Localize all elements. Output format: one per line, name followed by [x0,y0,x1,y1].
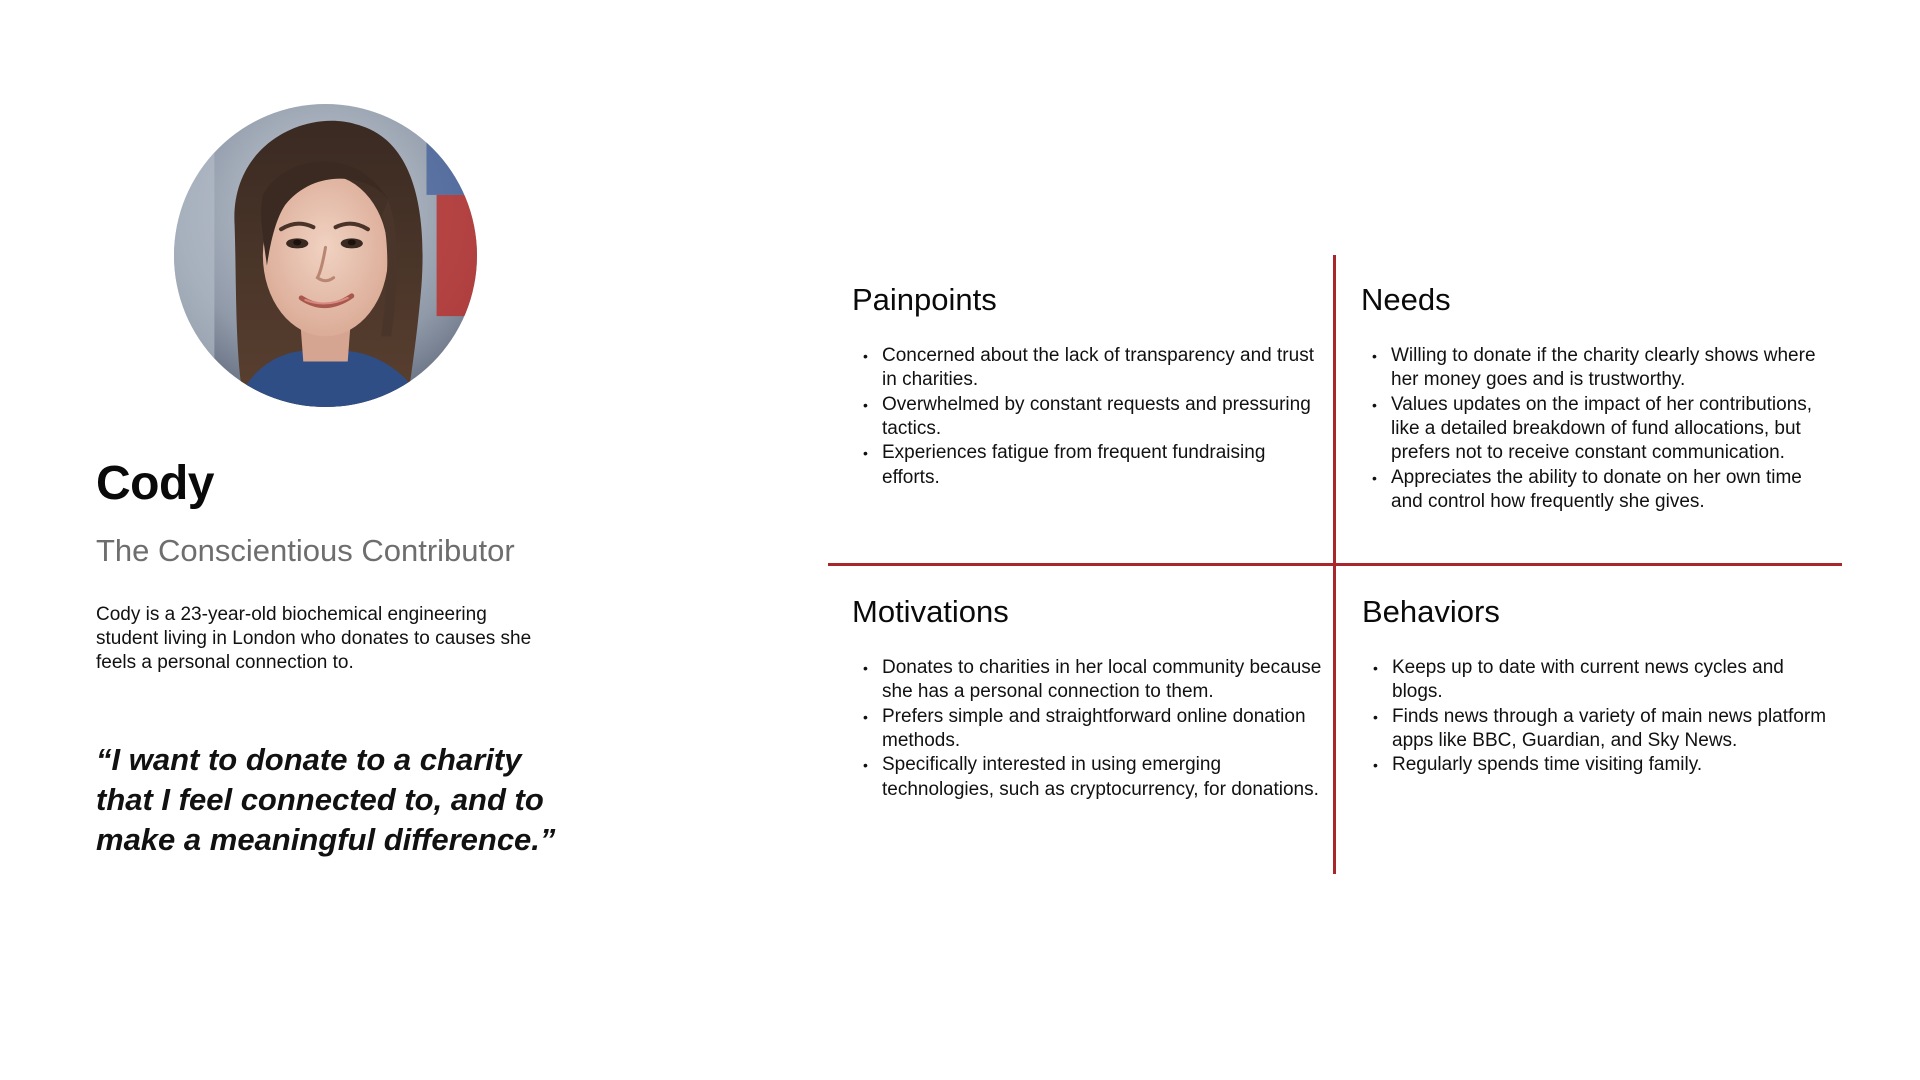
behaviors-heading: Behaviors [1362,594,1500,629]
needs-section [1361,281,1831,514]
quadrant-divider-horizontal [828,563,1842,566]
needs-list [1361,344,1831,514]
needs-heading: Needs [1361,282,1451,317]
persona-photo-illustration [174,104,477,407]
list-item: • Willing to donate if the charity clearly shows where her money goes and is trustworthy. [1361,344,1831,393]
behaviors-section [1362,593,1832,778]
painpoints-list [852,344,1322,490]
list-item: • Experiences fatigue from frequent fundraising efforts. [852,441,1322,490]
list-item: • Overwhelmed by constant requests and pressuring tactics. [852,393,1322,442]
motivations-list [852,656,1322,802]
behaviors-list [1362,656,1832,777]
list-item: • Finds news through a variety of main news platform apps like BBC, Guardian, and Sky News. [1362,705,1832,754]
list-item: • Donates to charities in her local community because she has a personal connection to them. [852,656,1322,705]
list-item: • Appreciates the ability to donate on her own time and control how frequently she gives. [1361,466,1831,515]
list-item: • Specifically interested in using emerging technologies, such as cryptocurrency, for donations. [852,753,1322,802]
painpoints-section [852,281,1322,490]
persona-avatar [174,104,477,407]
list-item: • Concerned about the lack of transparency and trust in charities. [852,344,1322,393]
persona-name: Cody [96,457,214,510]
list-item: • Prefers simple and straightforward online donation methods. [852,705,1322,754]
painpoints-heading: Painpoints [852,282,997,317]
list-item: • Values updates on the impact of her contributions, like a detailed breakdown of fund allocations, but prefers not to receive constant communication. [1361,393,1831,466]
motivations-heading: Motivations [852,594,1009,629]
persona-archetype: The Conscientious Contributor [96,533,515,568]
list-item: • Regularly spends time visiting family. [1362,753,1832,777]
persona-quote: “I want to donate to a charity that I feel connected to, and to make a meaningful difference.” [96,742,556,857]
persona-bio: Cody is a 23-year-old biochemical engineering student living in London who donates to causes she feels a personal connection to. [96,604,532,673]
motivations-section [852,593,1322,802]
list-item: • Keeps up to date with current news cycles and blogs. [1362,656,1832,705]
